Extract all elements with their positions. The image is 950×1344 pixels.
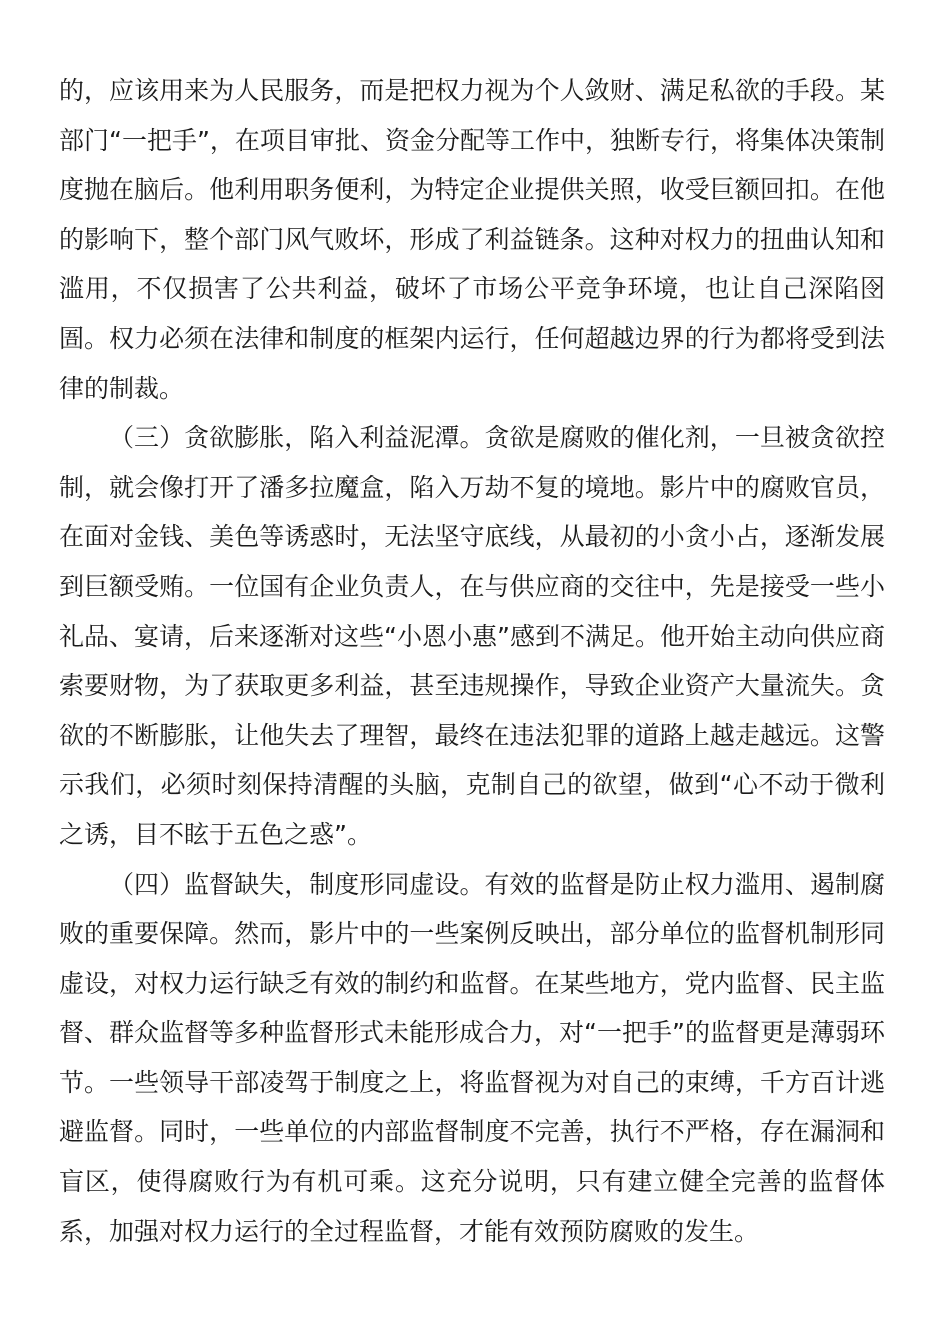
paragraph-greed: （三）贪欲膨胀，陷入利益泥潭。贪欲是腐败的催化剂，一旦被贪欲控制，就会像打开了潘多拉魔盒，陷入万劫不复的境地。影片中的腐败官员，在面对金钱、美色等诱惑时，无法坚守底线，从最初的小贪小占，逐渐发展到巨额受贿。一位国有企业负责人，在与供应商的交往中，先是接受一些小礼品、宴请，后来逐渐对这些“小恩小惠”感到不满足。他开始主动向供应商索要财物，为了获取更多利益，甚至违规操作，导致企业资产大量流失。贪欲的不断膨胀，让他失去了理智，最终在违法犯罪的道路上越走越远。这警示我们，必须时刻保持清醒的头脑，克制自己的欲望，做到“心不动于微利之诱，目不眩于五色之惑”。 [59,423,885,849]
paragraph-power-abuse: 的，应该用来为人民服务，而是把权力视为个人敛财、满足私欲的手段。某部门“一把手”，在项目审批、资金分配等工作中，独断专行，将集体决策制度抛在脑后。他利用职务便利，为特定企业提供关照，收受巨额回扣。在他的影响下，整个部门风气败坏，形成了利益链条。这种对权力的扭曲认知和滥用，不仅损害了公共利益，破坏了市场公平竞争环境，也让自己深陷囹圄。权力必须在法律和制度的框架内运行，任何超越边界的行为都将受到法律的制裁。 [59,76,885,403]
paragraph-supervision: （四）监督缺失，制度形同虚设。有效的监督是防止权力滥用、遏制腐败的重要保障。然而，影片中的一些案例反映出，部分单位的监督机制形同虚设，对权力运行缺乏有效的制约和监督。在某些地方，党内监督、民主监督、群众监督等多种监督形式未能形成合力，对“一把手”的监督更是薄弱环节。一些领导干部凌驾于制度之上，将监督视为对自己的束缚，千方百计逃避监督。同时，一些单位的内部监督制度不完善，执行不严格，存在漏洞和盲区，使得腐败行为有机可乘。这充分说明，只有建立健全完善的监督体系，加强对权力运行的全过程监督，才能有效预防腐败的发生。 [59,869,885,1246]
document-body [59,66,885,1256]
